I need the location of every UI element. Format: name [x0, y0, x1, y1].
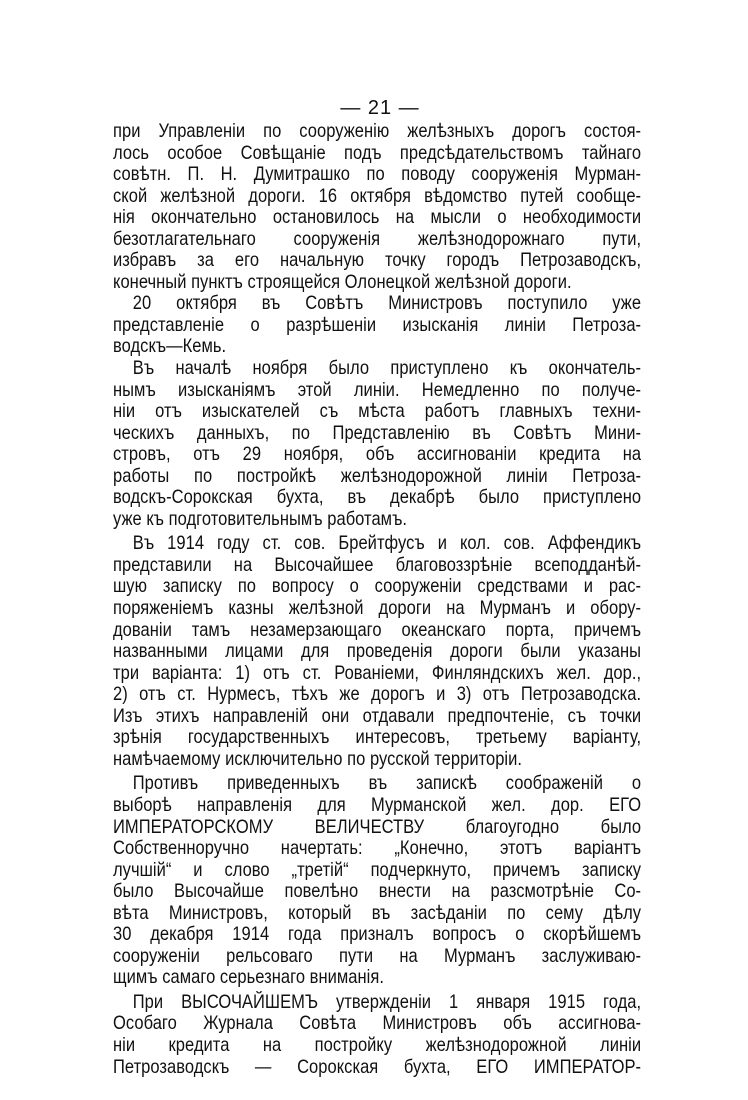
text-line: конечный пунктъ строящейся Олонецкой желѣзной дороги.	[113, 271, 572, 293]
paragraph	[113, 121, 641, 293]
text-line: ИМПЕРАТОРСКОМУ ВЕЛИЧЕСТВУ благоугодно было	[113, 816, 642, 838]
text-line: Противъ приведенныхъ въ запискѣ соображенiй о	[132, 773, 642, 795]
text-line: поряженiемъ казны желѣзной дороги на Мурманъ и обору-	[113, 598, 642, 620]
text-line: зрѣнiя государственныхъ интересовъ, третьему варiанту,	[113, 727, 642, 749]
text-line: Изъ этихъ направленiй они отдавали предпочтенiе, съ точки	[113, 705, 642, 727]
text-line: 20 октября въ Совѣтъ Министровъ поступило уже	[132, 293, 642, 315]
text-line: было Высочайше повелѣно внести на разсмотрѣнiе Со-	[113, 881, 642, 903]
paragraph	[113, 773, 641, 988]
paragraph	[113, 992, 641, 1078]
text-line: сооруженiи рельсоваго пути на Мурманъ заслуживаю-	[113, 945, 642, 967]
text-line: три варiанта: 1) отъ ст. Рованiеми, Финляндскихъ жел. дор.,	[113, 662, 642, 684]
text-line: названными лицами для проведенiя дороги были указаны	[113, 641, 642, 663]
paragraph	[113, 293, 641, 358]
text-line: уже къ подготовительнымъ работамъ.	[113, 508, 408, 530]
text-line: вѣта Министровъ, который въ засѣданiи по сему дѣлу	[113, 902, 642, 924]
text-line: выборѣ направленiя для Мурманской жел. дор. ЕГО	[113, 794, 642, 816]
text-line: дованiи тамъ незамерзающаго океанскаго порта, причемъ	[113, 619, 642, 641]
text-line: лучшiй“ и слово „третiй“ подчеркнуто, причемъ записку	[113, 859, 642, 881]
text-line: 2) отъ ст. Нурмесъ, тѣхъ же дорогъ и 3) отъ Петрозаводска.	[113, 684, 642, 706]
text-line: ческихъ данныхъ, по Представленiю въ Совѣтъ Мини-	[113, 422, 642, 444]
text-line: работы по постройкѣ желѣзнодорожной линiи Петроза-	[113, 465, 642, 487]
text-line: Въ началѣ ноября было приступлено къ окончатель-	[132, 358, 642, 380]
text-line: совѣтн. П. Н. Думитрашко по поводу сооруженiя Мурман-	[113, 164, 642, 186]
text-line: водскъ—Кемь.	[113, 336, 227, 358]
body-text	[113, 121, 641, 1078]
text-line: при Управленiи по сооруженiю желѣзныхъ дорогъ состоя-	[113, 121, 642, 142]
text-line: Въ 1914 году ст. сов. Брейтфусъ и кол. сов. Аффендикъ	[132, 533, 642, 555]
page-number: — 21 —	[340, 97, 420, 119]
text-line: шую записку по вопросу о сооруженiи средствами и рас-	[113, 576, 642, 598]
text-line: избравъ за его начальную точку городъ Петрозаводскъ,	[113, 250, 642, 272]
text-line: намѣчаемому исключительно по русской территорiи.	[113, 748, 523, 770]
text-line: нымъ изысканiямъ этой линiи. Немедленно по получе-	[113, 379, 642, 401]
text-line: Собственноручно начертать: „Конечно, этотъ варiантъ	[113, 838, 642, 860]
text-line: Петрозаводскъ — Сорокская бухта, ЕГО ИМПЕРАТОР-	[113, 1056, 642, 1078]
text-line: ской желѣзной дороги. 16 октября вѣдомство путей сообще-	[113, 185, 642, 207]
paragraph	[113, 358, 641, 530]
text-line: лось особое Совѣщанiе подъ предсѣдательствомъ тайнаго	[113, 142, 642, 164]
paragraph	[113, 533, 641, 770]
text-line: При ВЫСОЧАЙШЕМЪ утвержденiи 1 января 1915 года,	[132, 991, 642, 1013]
text-line: стровъ, отъ 29 ноября, объ ассигнованiи кредита на	[113, 444, 642, 466]
text-line: нiи кредита на постройку желѣзнодорожной линiи	[113, 1034, 642, 1056]
document-page	[113, 96, 641, 1078]
text-line: 30 декабря 1914 года призналъ вопросъ о скорѣйшемъ	[113, 924, 642, 946]
text-line: безотлагательнаго сооруженiя желѣзнодорожнаго пути,	[113, 228, 642, 250]
text-line: представили на Высочайшее благовоззрѣнiе всеподданѣй-	[113, 554, 642, 576]
text-line: нiи отъ изыскателей съ мѣста работъ главныхъ техни-	[113, 401, 642, 423]
text-line: Особаго Журнала Совѣта Министровъ объ ассигнова-	[113, 1013, 642, 1035]
text-line: нiя окончательно остановилось на мысли о необходимости	[113, 207, 642, 229]
text-line: щимъ самаго серьезнаго вниманiя.	[113, 967, 384, 989]
text-line: представленiе о разрѣшенiи изысканiя линiи Петроза-	[113, 314, 642, 336]
text-line: водскъ-Сорокская бухта, въ декабрѣ было приступлено	[113, 487, 642, 509]
